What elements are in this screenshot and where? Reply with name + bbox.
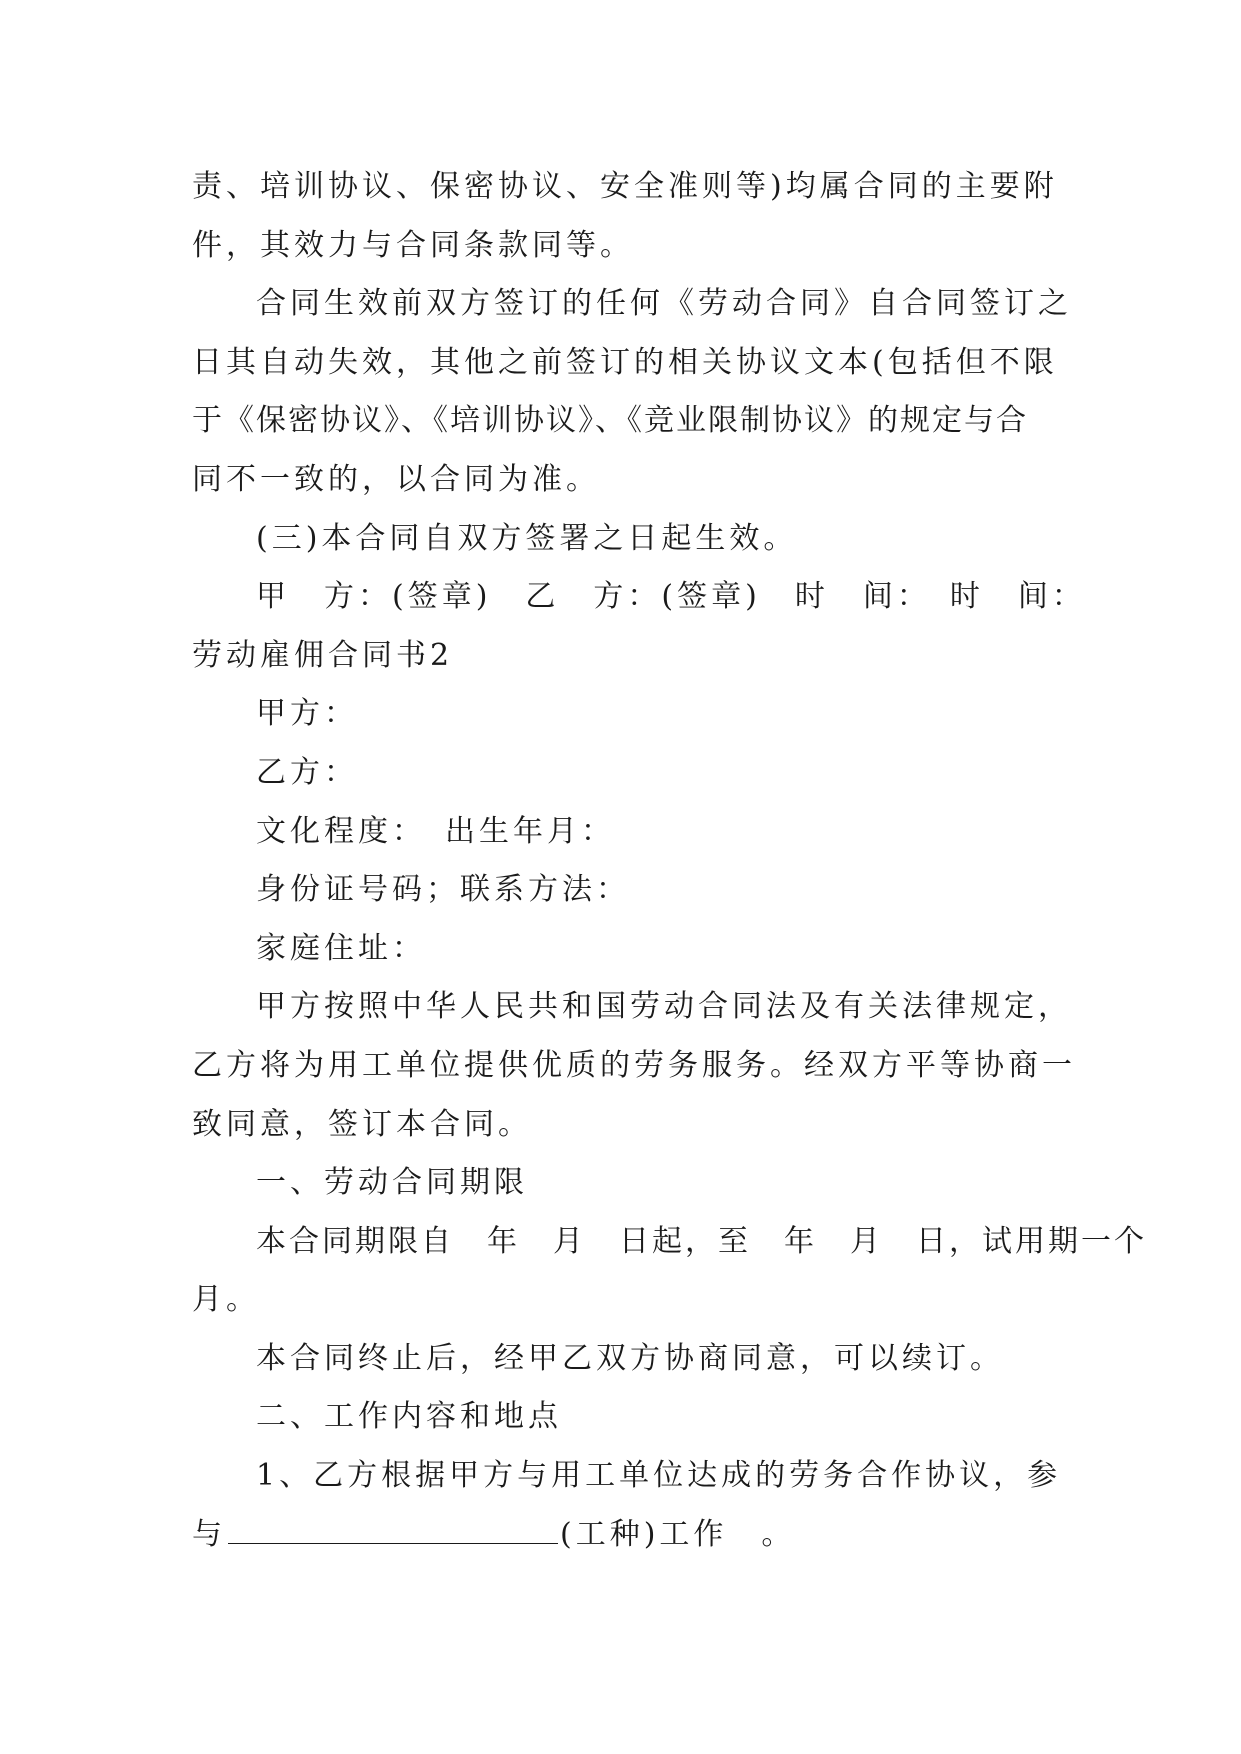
job-type-line <box>192 1506 1052 1565</box>
signature-line: 甲 方：(签章) 乙 方：(签章) 时 间： 时 间： <box>256 579 1086 615</box>
job-type-blank <box>228 1519 558 1544</box>
section-heading: 二、工作内容和地点 <box>256 1399 562 1435</box>
address-field: 家庭住址： <box>256 930 426 966</box>
job-type-prefix: 与 <box>192 1516 226 1552</box>
paragraph-line: (三)本合同自双方签署之日起生效。 <box>256 520 798 556</box>
education-birth-field: 文化程度： 出生年月： <box>256 813 615 849</box>
section-title: 劳动雇佣合同书2 <box>192 637 454 673</box>
paragraph-line: 责、培训协议、保密协议、安全准则等)均属合同的主要附 <box>192 169 1058 204</box>
paragraph-line: 合同生效前双方签订的任何《劳动合同》自合同签订之 <box>256 286 1072 322</box>
paragraph-line: 于《保密协议》、《培训协议》、《竞业限制协议》的规定与合 <box>192 403 1028 439</box>
paragraph-line: 致同意，签订本合同。 <box>192 1106 532 1142</box>
section-heading: 一、劳动合同期限 <box>256 1165 528 1201</box>
party-a-field: 甲方： <box>256 696 358 732</box>
paragraph-line: 同不一致的，以合同为准。 <box>192 461 600 497</box>
paragraph-line: 日其自动失效，其他之前签订的相关协议文本(包括但不限 <box>192 344 1058 380</box>
paragraph-line: 乙方将为用工单位提供优质的劳务服务。经双方平等协商一 <box>192 1047 1076 1083</box>
paragraph-line: 本合同终止后，经甲乙双方协商同意，可以续订。 <box>256 1340 1004 1376</box>
party-b-field: 乙方： <box>256 754 358 790</box>
paragraph-line: 甲方按照中华人民共和国劳动合同法及有关法律规定， <box>256 989 1072 1025</box>
paragraph-line: 1、乙方根据甲方与用工单位达成的劳务合作协议，参 <box>256 1458 1062 1494</box>
paragraph-line: 月。 <box>192 1282 260 1318</box>
paragraph-line: 本合同期限自 年 月 日起，至 年 月 日，试用期一个 <box>256 1223 1147 1259</box>
document-body <box>192 158 1147 1564</box>
paragraph-line: 件，其效力与合同条款同等。 <box>192 227 634 263</box>
id-contact-field: 身份证号码；联系方法： <box>256 872 630 908</box>
job-type-suffix: (工种)工作 。 <box>560 1516 796 1552</box>
